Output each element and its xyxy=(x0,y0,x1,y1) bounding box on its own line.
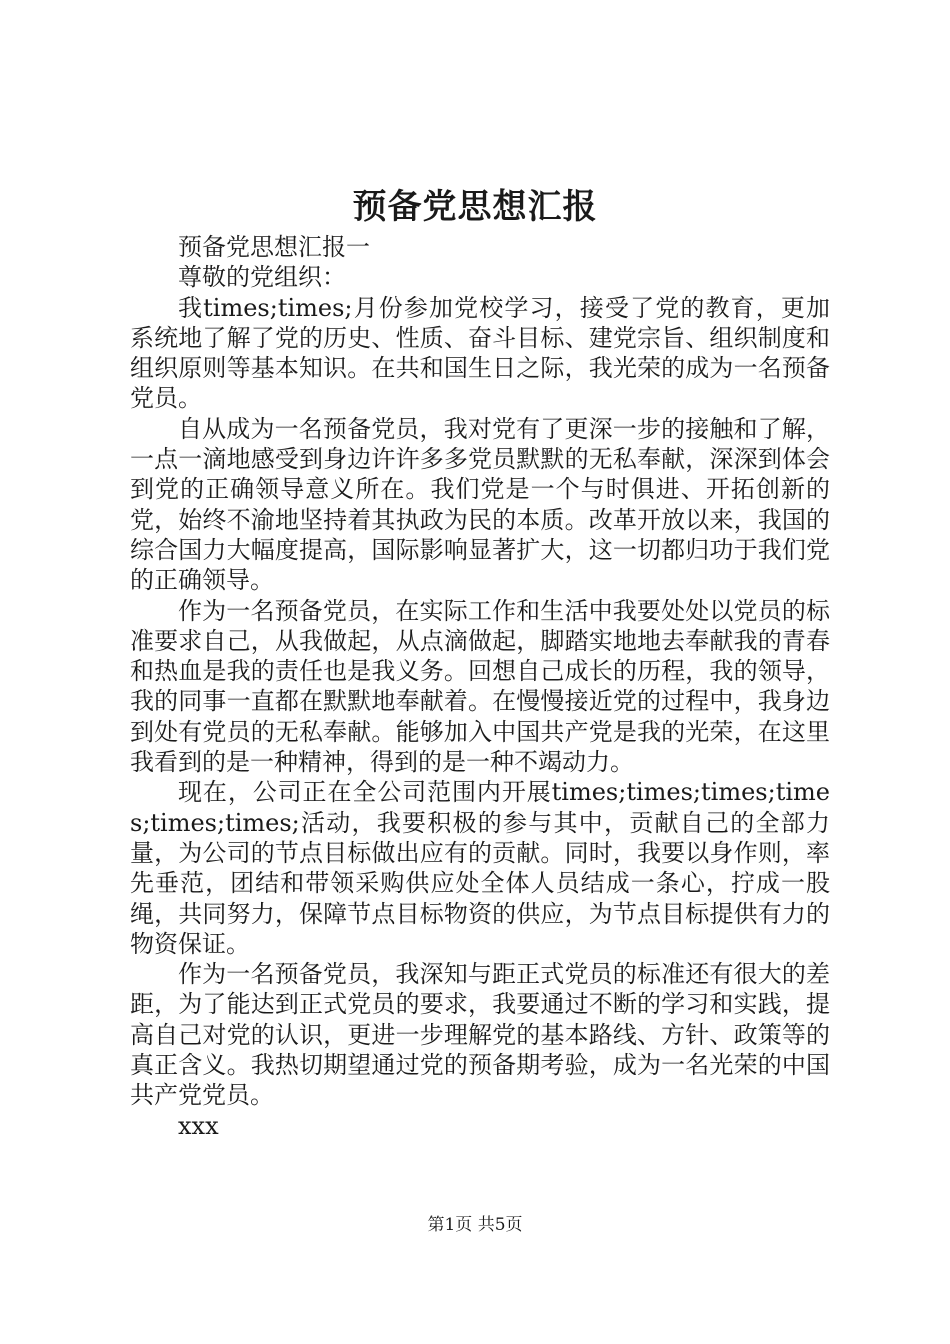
body-paragraph-4: 现在，公司正在全公司范围内开展times;times;times;times;times;times;活动，我要积极的参与其中，贡献自己的全部力量，为公司的节点目标做出应有的贡献。同时，我要以身作则，率先垂范，团结和带领采购供应处全体人员结成一条心，拧成一股绳，共同努力，保障节点目标物资的供应，为节点目标提供有力的物资保证。 xyxy=(130,778,830,958)
document-body xyxy=(130,232,830,1141)
signature: xxx xyxy=(178,1111,219,1140)
body-paragraph-1: 我times;times;月份参加党校学习，接受了党的教育，更加系统地了解了党的历史、性质、奋斗目标、建党宗旨、组织制度和组织原则等基本知识。在共和国生日之际，我光荣的成为一名预备党员。 xyxy=(130,293,830,413)
document-subtitle: 预备党思想汇报一 xyxy=(178,233,370,261)
page-number-footer: 第1页 共5页 xyxy=(427,1215,523,1235)
body-paragraph-3: 作为一名预备党员，在实际工作和生活中我要处处以党员的标准要求自己，从我做起，从点滴做起，脚踏实地地去奉献我的青春和热血是我的责任也是我义务。回想自己成长的历程，我的领导，我的同事一直都在默默地奉献着。在慢慢接近党的过程中，我身边到处有党员的无私奉献。能够加入中国共产党是我的光荣，在这里我看到的是一种精神，得到的是一种不竭动力。 xyxy=(130,596,830,777)
body-paragraph-2: 自从成为一名预备党员，我对党有了更深一步的接触和了解，一点一滴地感受到身边许许多多党员默默的无私奉献，深深到体会到党的正确领导意义所在。我们党是一个与时俱进、开拓创新的党，始终不渝地坚持着其执政为民的本质。改革开放以来，我国的综合国力大幅度提高，国际影响显著扩大，这一切都归功于我们党的正确领导。 xyxy=(130,414,830,595)
salutation: 尊敬的党组织： xyxy=(178,263,346,292)
document-title: 预备党思想汇报 xyxy=(352,187,598,227)
body-paragraph-5: 作为一名预备党员，我深知与距正式党员的标准还有很大的差距，为了能达到正式党员的要求，我要通过不断的学习和实践，提高自己对党的认识，更进一步理解党的基本路线、方针、政策等的真正含义。我热切期望通过党的预备期考验，成为一名光荣的中国共产党党员。 xyxy=(130,960,830,1110)
